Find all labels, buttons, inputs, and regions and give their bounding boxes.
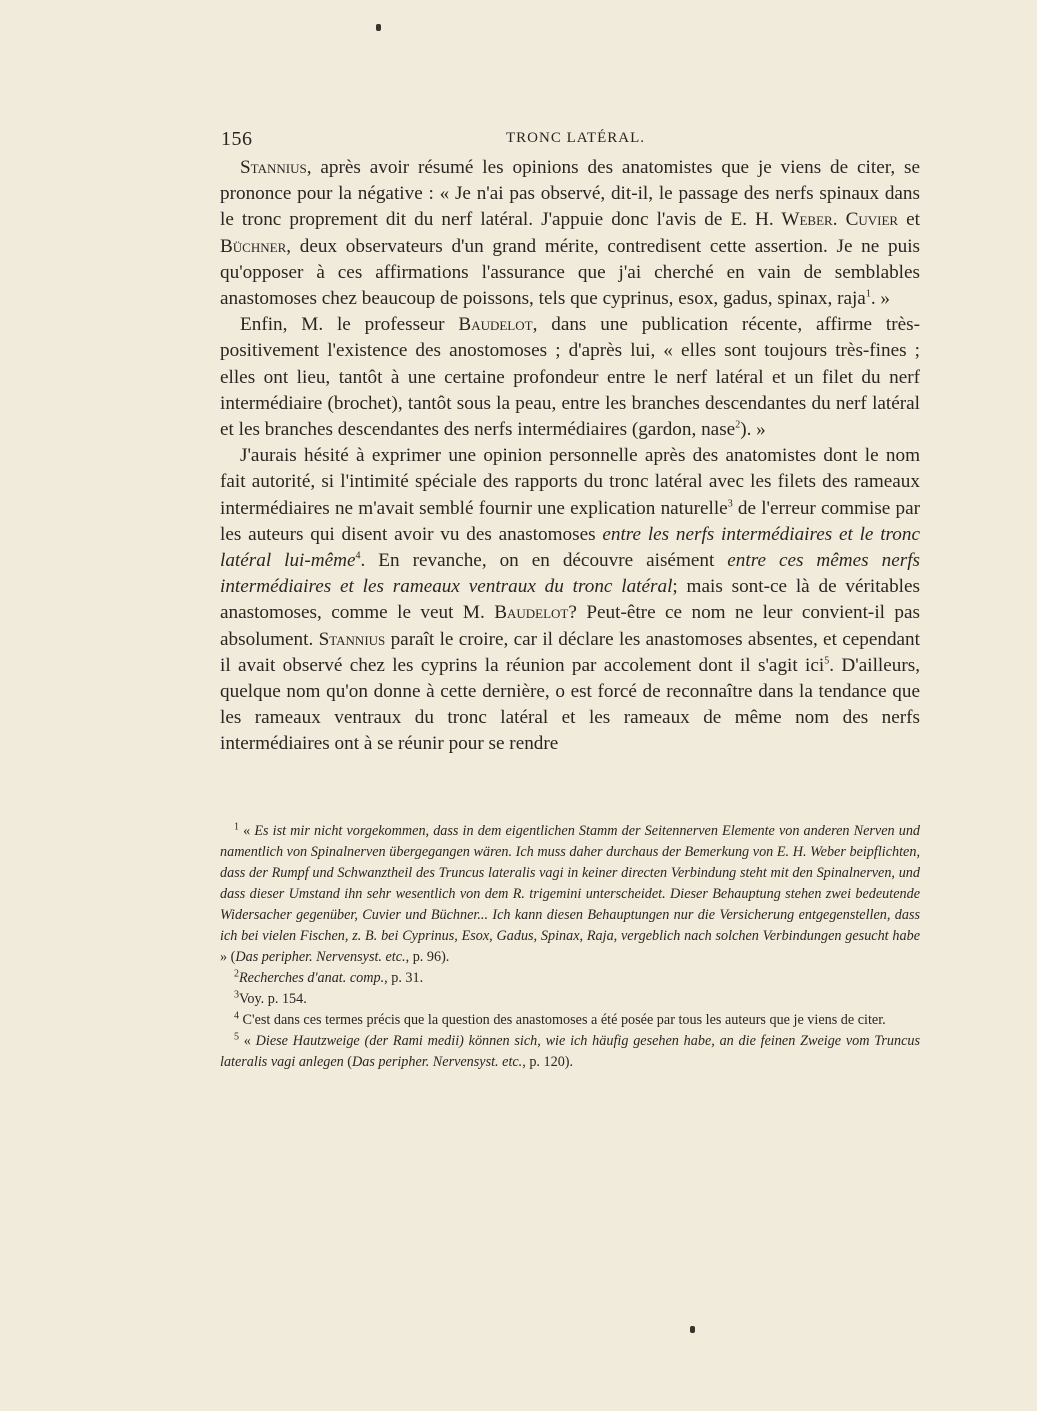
text-run: J'aurais hésité à exprimer une opinion personnelle après des anatomistes dont le nom fait autorité, si l'intimité spéciale des rapports du tronc latéral avec les filets des rameaux intermédiaires ne m'avait semblé fournir une explication naturelle [220, 445, 920, 519]
footnote-mark: 2 [234, 968, 239, 980]
italic-run: Es ist mir nicht vorgekommen, dass in dem eigentlichen Stamm der Seitennerven Elemente von anderen Nerven und namentlich von Spinalnerven übergegangen wären. Ich muss daher durchaus der Bemerkung von E. H. Weber beipflichten, dass der Rumpf und Schwanztheil des Truncus lateralis vagi in keiner directen Verbindung steht mit den Spinalnerven, und dass dieser Umstand ihn sehr wesentlich von dem R. trigemini unterscheidet. Dieser Behauptung stehen zwei bedeutende Widersacher gegenüber, Cuvier und Büchner... Ich kann diesen Behauptungen nur die Versicherung entgegenstellen, dass ich bei vielen Fischen, z. B. bei Cyprinus, Esox, Gadus, Spinax, Raja, vergeblich nach solchen Verbindungen gesucht habe [220, 823, 921, 944]
text-run: ; mais sont-ce là de véritables anastomoses, comme le veut M. [220, 576, 920, 624]
footnote-mark: 4 [234, 1010, 239, 1022]
footnote-3 [220, 989, 920, 1010]
text-run: ). » [740, 419, 766, 441]
text-run: , deux observateurs d'un grand mérite, contredisent cette assertion. Je ne puis qu'opposer à ces affirmations l'assurance que j'ai cherché en vain de semblables anastomoses chez beaucoup de poissons, tels que cyprinus, esox, gadus, spinax, raja [220, 235, 920, 310]
footnote-1 [220, 821, 920, 968]
italic-run: Das peripher. Nervensyst. etc. [235, 949, 406, 965]
footnote-4 [220, 1010, 920, 1031]
text-run: « [243, 823, 255, 839]
text-run: . D'ailleurs, quelque nom qu'on donne à cette dernière, o est forcé de reconnaître dans la tendance que les rameaux ventraux du tronc latéral et les rameaux de même nom des nerfs intermédiaires ont à se réunir pour se rendre [220, 654, 920, 755]
paragraph-1 [220, 155, 920, 312]
footnote-mark: 5 [234, 1031, 239, 1043]
ink-speck-bottom [690, 1326, 695, 1333]
text-run: . [832, 209, 846, 231]
italic-run: Recherches d'anat. comp. [239, 970, 385, 986]
text-run: paraît le croire, car il déclare les anastomoses absentes, et cependant il avait observé chez les cyprins la réunion par accolement dont il s'agit ici [220, 628, 920, 676]
footnote-ref: 2 [735, 419, 741, 431]
text-run: et [898, 209, 920, 231]
text-run: . En revanche, on en découvre aisément [360, 550, 728, 572]
text-run: Enfin, M. le professeur [240, 314, 459, 336]
text-run: , p. 31. [384, 970, 424, 986]
paragraph-3 [220, 443, 920, 757]
text-run: Voy. p. 154. [239, 991, 307, 1007]
footnote-ref: 5 [824, 655, 830, 667]
author-name: Büchner [220, 235, 287, 257]
footnote-ref: 4 [355, 550, 361, 562]
text-run: ? Peut-être ce nom ne leur convient-il pas absolument. [220, 602, 920, 650]
italic-run: entre ces mêmes nerfs intermédiaires et les rameaux ventraux du tronc latéral [220, 550, 920, 598]
text-run: , dans une publication récente, affirme très-positivement l'existence des anostomoses ; d'après lui, « elles sont toujours très-fines ; elles ont lieu, tantôt à une certaine profondeur entre le nerf latéral et un filet du nerf intermédiaire (brochet), tantôt sous la peau, entre les branches descendantes du nerf latéral et les branches descendantes des nerfs intermédiaires (gardon, nase [220, 314, 920, 441]
text-run: , après avoir résumé les opinions des anatomistes que je viens de citer, se prononce pour la négative : « Je n'ai pas observé, dit-il, le passage des nerfs spinaux dans le tronc proprement dit du nerf latéral. J'appuie donc l'avis de [220, 157, 920, 231]
footnote-ref: 1 [865, 288, 871, 300]
running-title: TRONC LATÉRAL. [506, 130, 645, 146]
page-number: 156 [221, 128, 253, 150]
footnote-5 [220, 1031, 920, 1073]
author-name: Baudelot [458, 314, 533, 336]
author-name: Stannius [240, 157, 307, 178]
footnote-mark: 3 [234, 989, 239, 1001]
text-run: « [243, 1033, 256, 1049]
text-run: , p. 96). [405, 949, 450, 965]
paragraph-2 [220, 312, 920, 443]
page-header [221, 128, 921, 152]
author-name: Baudelot [494, 602, 569, 624]
text-run: C'est dans ces termes précis que la question des anastomoses a été posée par tous les auteurs que je viens de citer. [239, 1012, 886, 1028]
main-text [220, 155, 920, 758]
italic-run: Das peripher. Nervensyst. etc. [352, 1054, 523, 1070]
text-run: ( [343, 1054, 353, 1070]
ink-speck-top [376, 24, 381, 31]
footnotes [220, 821, 920, 1073]
text-run: » ( [220, 949, 236, 965]
italic-run: entre les nerfs intermédiaires et le tronc latéral lui-même [220, 523, 920, 572]
footnote-ref: 3 [727, 498, 733, 510]
footnote-2 [220, 968, 920, 989]
italic-run: Diese Hautzweige (der Rami medii) können sich, wie ich häufig gesehen habe, an die feinen Zweige vom Truncus lateralis vagi anlegen [220, 1033, 921, 1070]
footnote-mark: 1 [234, 821, 239, 833]
text-run: de l'erreur commise par les auteurs qui disent avoir vu des anastomoses [220, 497, 921, 545]
author-name: Stannius [318, 628, 386, 650]
author-name: Cuvier [845, 209, 899, 231]
author-name: E. H. Weber [730, 209, 833, 231]
text-run: . » [870, 288, 891, 310]
text-run: , p. 120). [522, 1054, 574, 1070]
